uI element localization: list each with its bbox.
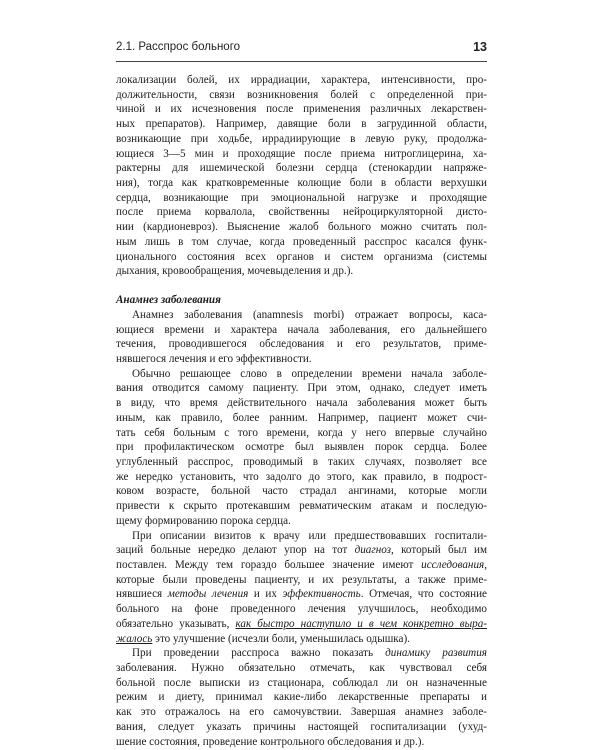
text-run: и их — [248, 588, 283, 601]
page-number: 13 — [473, 40, 487, 54]
emphasis-treatment-methods: методы лечения — [167, 588, 249, 601]
text-line: шение состояния, проведение контрольного обследования и др.). — [116, 735, 425, 748]
text-line — [116, 558, 487, 573]
header-rule — [116, 61, 487, 62]
emphasis-diagnosis: диагноз — [354, 544, 391, 557]
text-line: локализации болей, их иррадиации, характера, интенсивности, про- — [116, 74, 487, 86]
text-line: в виду, что время действительного начала заболевания может быть — [116, 397, 487, 410]
text-line: Анамнез заболевания (anamnesis morbi) отражает вопросы, каса- — [132, 308, 487, 321]
text-line: вания, следует указать причины настоящей госпитализации (ухуд- — [116, 720, 487, 733]
text-line: больной после выписки из стационара, соблюдал ли он назначенные — [116, 676, 487, 689]
text-line: заболевания. Нужно обязательно отмечать, как чувствовал себя — [116, 662, 487, 675]
text-run: При проведении расспроса важно показать — [132, 647, 386, 660]
text-line: углубленный расспрос, проводимый в таких случаях, позволяет все — [116, 455, 487, 468]
text-line: же нередко установить, что задолго до этого, как правило, в подрост- — [116, 470, 487, 483]
paragraph-gap — [116, 279, 487, 293]
paragraph-onset-time — [116, 367, 487, 529]
text-line: сердца, возникающие при эмоциональной нагрузке и проходящие — [116, 191, 487, 204]
text-line: ционального состояния всех органов и систем организма (системы — [116, 250, 487, 263]
text-line: течения, проводившегося обследования и его результатов, приме- — [116, 338, 487, 351]
text-line: больного на фоне проведенного лечения улучшилось, необходимо — [116, 603, 487, 616]
text-line: Обычно решающее слово в определении времени начала заболе- — [132, 367, 487, 380]
text-line — [116, 646, 487, 661]
body-text — [116, 73, 487, 749]
emphasis-effectiveness: эффективность — [282, 588, 361, 601]
text-line: дыхания, кровообращения, мочевыделения и др.). — [116, 265, 354, 278]
paragraph-dynamics — [116, 646, 487, 749]
paragraph-anamnesis-definition — [116, 308, 487, 367]
text-run: это улучшение (исчезли боли, уменьшилась одышка). — [152, 632, 410, 645]
section-title: 2.1. Расспрос больного — [116, 41, 241, 53]
text-line: ковом возрасте, больной часто страдал ангинами, которые могли — [116, 485, 487, 498]
text-line: которые были проведены пациенту, и их результаты, а также приме- — [116, 573, 487, 586]
text-line — [116, 617, 487, 632]
text-run: нявшиеся — [116, 588, 168, 601]
text-line: рактерны для ишемической болезни сердца (стенокардии напряже- — [116, 162, 487, 175]
emphasis-improvement-end: жалось — [116, 632, 153, 645]
text-line: тать себя больным с того времени, когда у него впервые случайно — [116, 426, 487, 439]
text-line — [116, 632, 487, 647]
text-line: должительности, связи возникновения болей с определенной при- — [116, 88, 487, 101]
paragraph-complaints — [116, 73, 487, 279]
text-line: ных препаратов). Например, давящие боли в загрудинной области, — [116, 118, 487, 131]
text-line: после приема корвалола, свойственны нейроциркуляторной дисто- — [116, 206, 487, 219]
text-line — [116, 587, 487, 602]
text-line — [116, 543, 487, 558]
text-line: вания отводится самому пациенту. При этом, однако, следует иметь — [116, 382, 487, 395]
text-run: , который был им — [391, 544, 487, 557]
text-line: возникающие при ходьбе, иррадиирующие в левую руку, продолжа- — [116, 132, 487, 145]
text-line: иным, как правило, более ранним. Например, пациент может счи- — [116, 411, 487, 424]
emphasis-dynamics: динамику развития — [385, 647, 487, 660]
text-run: обязательно указывать, — [116, 617, 236, 630]
text-line: нявшегося лечения и его эффективности. — [116, 352, 312, 365]
section-heading: Анамнез заболевания — [116, 294, 221, 307]
text-line: При описании визитов к врачу или предшествовавших госпитали- — [132, 529, 487, 542]
text-line: режим и диету, принимал какие-либо лекарственные препараты и — [116, 691, 487, 704]
text-line: ния), тогда как кратковременные колющие боли в области верхушки — [116, 177, 487, 190]
text-line: ющиеся 3—5 мин и проходящие после приема нитроглицерина, ха- — [116, 147, 487, 160]
text-run: , — [484, 559, 487, 571]
text-line: ющиеся времени и характера начала заболевания, его дальнейшего — [116, 323, 487, 336]
text-line: при профилактическом осмотре был выявлен порок сердца. Более — [116, 441, 487, 454]
paragraph-doctor-visits — [116, 529, 487, 647]
emphasis-investigations: исследования — [421, 559, 485, 571]
text-line: щему формированию порока сердца. — [116, 514, 291, 527]
text-line: нии (кардионевроз). Выяснение жалоб больного можно считать пол- — [116, 221, 487, 234]
text-line: привести к скрыто протекавшим ревматическим атакам и последую- — [116, 500, 487, 513]
text-line: как это отражалось на его самочувствии. Завершая анамнез заболе- — [116, 706, 487, 719]
emphasis-improvement: как быстро наступило и в чем конкретно выра- — [235, 617, 487, 630]
text-run: заций больные нередко делают упор на тот — [116, 544, 355, 557]
text-line: ным лишь в том случае, когда проведенный расспрос касался функ- — [116, 235, 487, 248]
text-run: поставлен. Между тем гораздо большее значение имеют — [116, 559, 422, 571]
text-run: . Отмечая, что состояние — [360, 588, 487, 601]
text-line: чиной и их исчезновения после применения различных лекарствен- — [116, 103, 487, 116]
